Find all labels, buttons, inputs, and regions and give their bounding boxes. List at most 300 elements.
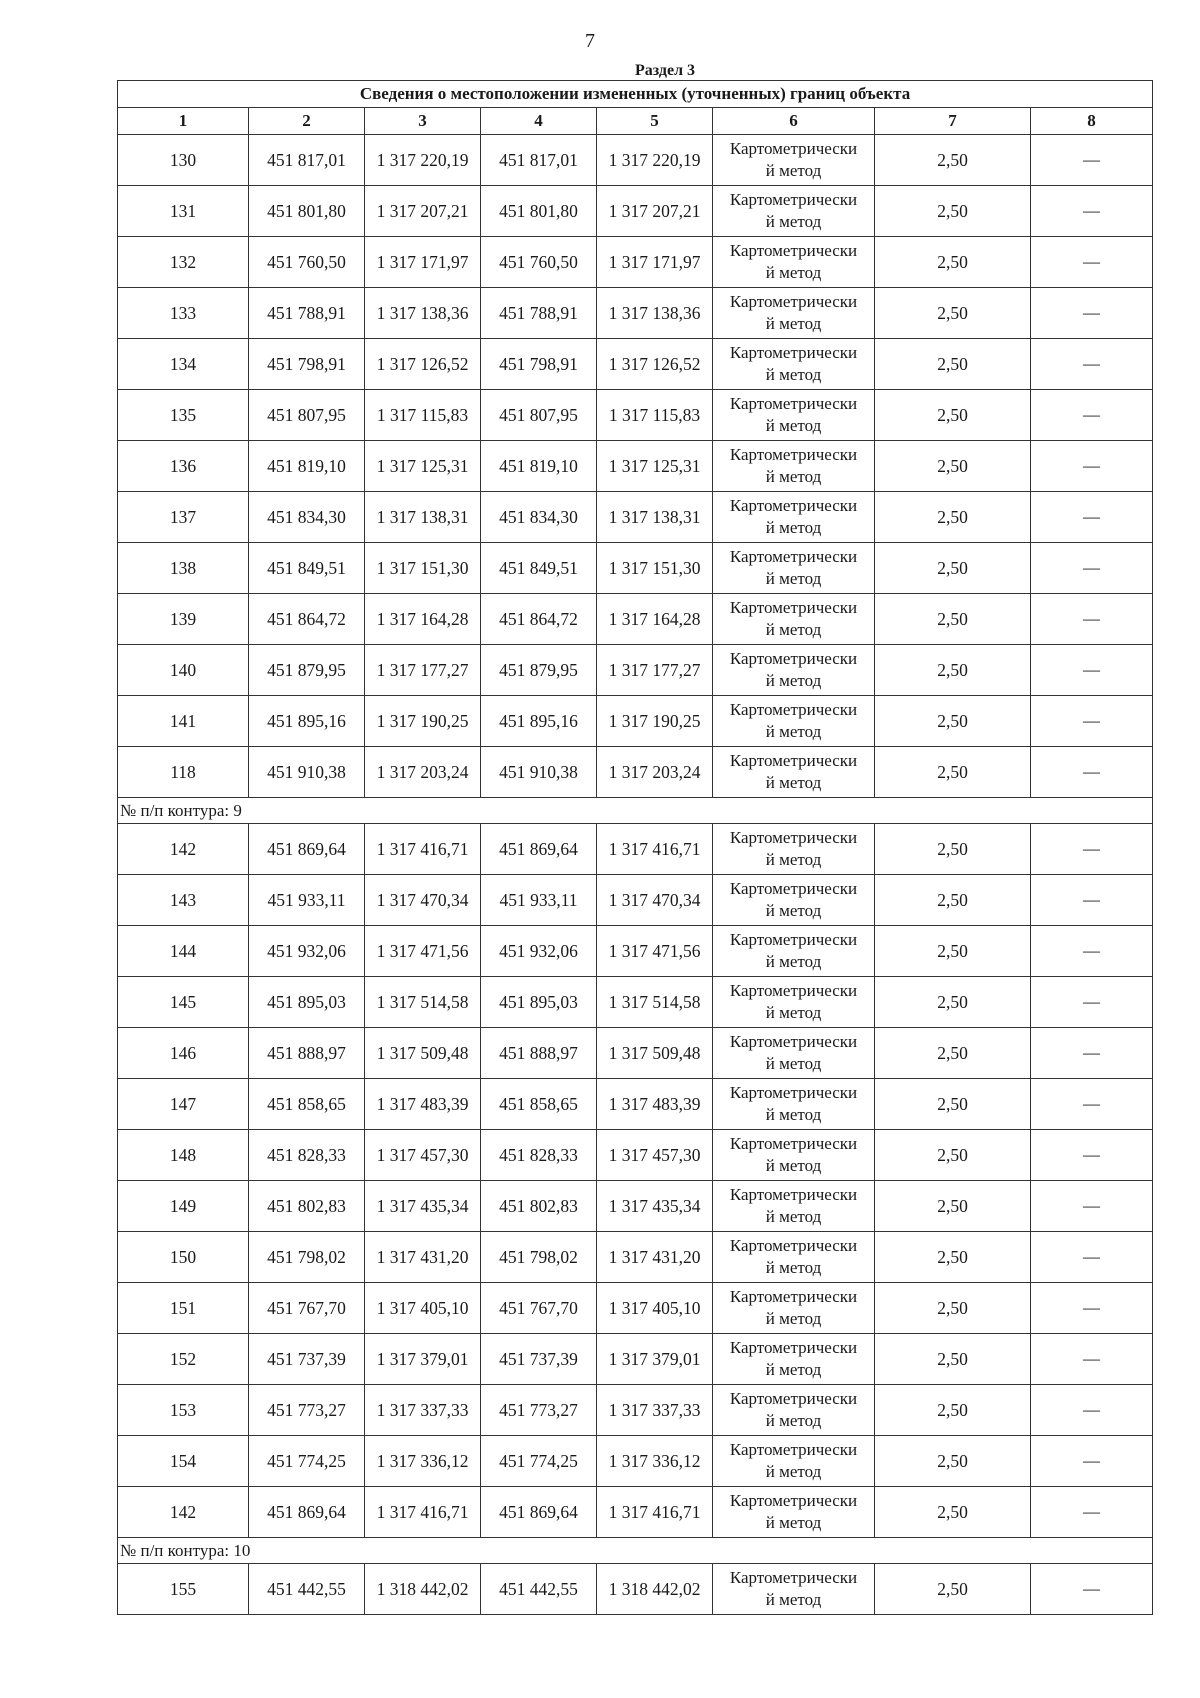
method-line: Картометрически <box>729 139 858 158</box>
table-caption: Сведения о местоположении измененных (уточненных) границ объекта <box>118 81 1153 108</box>
contour-label-row <box>118 1538 1153 1564</box>
method-cell <box>713 441 875 492</box>
precision-cell: 2,50 <box>875 237 1031 288</box>
precision-cell: 2,50 <box>875 645 1031 696</box>
table-row <box>118 441 1153 492</box>
old-x-cell: 451 864,72 <box>249 594 365 645</box>
new-x-cell: 451 834,30 <box>481 492 597 543</box>
method-line: Картометрически <box>729 1134 858 1153</box>
new-y-cell: 1 317 431,20 <box>597 1232 713 1283</box>
old-x-cell: 451 910,38 <box>249 747 365 798</box>
precision-cell: 2,50 <box>875 747 1031 798</box>
new-y-cell: 1 317 405,10 <box>597 1283 713 1334</box>
new-x-cell: 451 869,64 <box>481 1487 597 1538</box>
old-y-cell: 1 317 190,25 <box>365 696 481 747</box>
method-cell <box>713 1487 875 1538</box>
old-y-cell: 1 317 138,36 <box>365 288 481 339</box>
method-cell <box>713 1564 875 1615</box>
new-y-cell: 1 317 416,71 <box>597 824 713 875</box>
description-cell: — <box>1031 1283 1153 1334</box>
old-y-cell: 1 317 138,31 <box>365 492 481 543</box>
description-cell: — <box>1031 645 1153 696</box>
new-x-cell: 451 801,80 <box>481 186 597 237</box>
method-line: й метод <box>765 671 822 690</box>
method-cell <box>713 1385 875 1436</box>
method-cell <box>713 1232 875 1283</box>
method-line: й метод <box>765 161 822 180</box>
point-number-cell: 151 <box>118 1283 249 1334</box>
method-line: Картометрически <box>729 292 858 311</box>
method-line: й метод <box>765 1360 822 1379</box>
method-cell <box>713 135 875 186</box>
method-line: й метод <box>765 773 822 792</box>
method-cell <box>713 977 875 1028</box>
precision-cell: 2,50 <box>875 696 1031 747</box>
old-y-cell: 1 317 416,71 <box>365 1487 481 1538</box>
precision-cell: 2,50 <box>875 594 1031 645</box>
description-cell: — <box>1031 492 1153 543</box>
contour-label-row <box>118 798 1153 824</box>
old-y-cell: 1 317 435,34 <box>365 1181 481 1232</box>
new-y-cell: 1 317 336,12 <box>597 1436 713 1487</box>
method-line: Картометрически <box>729 1338 858 1357</box>
old-y-cell: 1 317 115,83 <box>365 390 481 441</box>
column-header-6: 6 <box>713 108 875 135</box>
new-y-cell: 1 317 138,31 <box>597 492 713 543</box>
description-cell: — <box>1031 1028 1153 1079</box>
old-y-cell: 1 317 431,20 <box>365 1232 481 1283</box>
table-row <box>118 926 1153 977</box>
old-x-cell: 451 932,06 <box>249 926 365 977</box>
point-number-cell: 144 <box>118 926 249 977</box>
new-x-cell: 451 760,50 <box>481 237 597 288</box>
new-x-cell: 451 737,39 <box>481 1334 597 1385</box>
precision-cell: 2,50 <box>875 875 1031 926</box>
old-y-cell: 1 317 207,21 <box>365 186 481 237</box>
table-row <box>118 288 1153 339</box>
table-row <box>118 1130 1153 1181</box>
method-line: Картометрически <box>729 1440 858 1459</box>
method-line: й метод <box>765 901 822 920</box>
new-y-cell: 1 317 115,83 <box>597 390 713 441</box>
method-line: Картометрически <box>729 1032 858 1051</box>
method-line: й метод <box>765 1258 822 1277</box>
contour-label: № п/п контура: 9 <box>118 798 1153 824</box>
precision-cell: 2,50 <box>875 1385 1031 1436</box>
point-number-cell: 132 <box>118 237 249 288</box>
method-line: Картометрически <box>729 1236 858 1255</box>
new-y-cell: 1 317 435,34 <box>597 1181 713 1232</box>
point-number-cell: 142 <box>118 1487 249 1538</box>
precision-cell: 2,50 <box>875 543 1031 594</box>
method-line: й метод <box>765 1462 822 1481</box>
point-number-cell: 147 <box>118 1079 249 1130</box>
new-x-cell: 451 798,91 <box>481 339 597 390</box>
method-line: Картометрически <box>729 1185 858 1204</box>
precision-cell: 2,50 <box>875 1283 1031 1334</box>
description-cell: — <box>1031 1130 1153 1181</box>
section-title: Раздел 3 <box>634 62 696 79</box>
method-line: Картометрически <box>729 394 858 413</box>
point-number-cell: 148 <box>118 1130 249 1181</box>
method-line: й метод <box>765 314 822 333</box>
method-line: й метод <box>765 1054 822 1073</box>
table-row <box>118 1436 1153 1487</box>
new-y-cell: 1 317 509,48 <box>597 1028 713 1079</box>
method-cell <box>713 875 875 926</box>
column-header-5: 5 <box>597 108 713 135</box>
old-y-cell: 1 317 171,97 <box>365 237 481 288</box>
old-x-cell: 451 760,50 <box>249 237 365 288</box>
table-row <box>118 237 1153 288</box>
method-cell <box>713 926 875 977</box>
method-line: Картометрически <box>729 879 858 898</box>
point-number-cell: 141 <box>118 696 249 747</box>
old-x-cell: 451 879,95 <box>249 645 365 696</box>
old-y-cell: 1 318 442,02 <box>365 1564 481 1615</box>
point-number-cell: 131 <box>118 186 249 237</box>
precision-cell: 2,50 <box>875 1436 1031 1487</box>
precision-cell: 2,50 <box>875 186 1031 237</box>
table-row <box>118 696 1153 747</box>
method-cell <box>713 824 875 875</box>
new-y-cell: 1 317 177,27 <box>597 645 713 696</box>
old-y-cell: 1 317 379,01 <box>365 1334 481 1385</box>
description-cell: — <box>1031 594 1153 645</box>
table-row <box>118 1079 1153 1130</box>
old-x-cell: 451 869,64 <box>249 1487 365 1538</box>
description-cell: — <box>1031 237 1153 288</box>
method-cell <box>713 1130 875 1181</box>
old-x-cell: 451 888,97 <box>249 1028 365 1079</box>
new-x-cell: 451 798,02 <box>481 1232 597 1283</box>
new-y-cell: 1 317 138,36 <box>597 288 713 339</box>
description-cell: — <box>1031 1564 1153 1615</box>
table-row <box>118 594 1153 645</box>
table-row <box>118 543 1153 594</box>
new-x-cell: 451 774,25 <box>481 1436 597 1487</box>
method-line: й метод <box>765 416 822 435</box>
method-line: Картометрически <box>729 547 858 566</box>
method-cell <box>713 288 875 339</box>
old-x-cell: 451 442,55 <box>249 1564 365 1615</box>
precision-cell: 2,50 <box>875 390 1031 441</box>
point-number-cell: 135 <box>118 390 249 441</box>
method-cell <box>713 696 875 747</box>
new-x-cell: 451 869,64 <box>481 824 597 875</box>
method-cell <box>713 1181 875 1232</box>
method-line: Картометрически <box>729 1083 858 1102</box>
old-x-cell: 451 828,33 <box>249 1130 365 1181</box>
precision-cell: 2,50 <box>875 135 1031 186</box>
old-y-cell: 1 317 416,71 <box>365 824 481 875</box>
new-x-cell: 451 910,38 <box>481 747 597 798</box>
old-x-cell: 451 798,91 <box>249 339 365 390</box>
new-y-cell: 1 317 471,56 <box>597 926 713 977</box>
method-line: й метод <box>765 850 822 869</box>
new-x-cell: 451 864,72 <box>481 594 597 645</box>
point-number-cell: 152 <box>118 1334 249 1385</box>
method-line: й метод <box>765 1207 822 1226</box>
precision-cell: 2,50 <box>875 1079 1031 1130</box>
method-cell <box>713 390 875 441</box>
new-y-cell: 1 317 126,52 <box>597 339 713 390</box>
point-number-cell: 146 <box>118 1028 249 1079</box>
old-y-cell: 1 317 203,24 <box>365 747 481 798</box>
description-cell: — <box>1031 135 1153 186</box>
new-x-cell: 451 895,16 <box>481 696 597 747</box>
description-cell: — <box>1031 696 1153 747</box>
method-line: Картометрически <box>729 190 858 209</box>
old-y-cell: 1 317 509,48 <box>365 1028 481 1079</box>
method-line: Картометрически <box>729 981 858 1000</box>
method-cell <box>713 543 875 594</box>
description-cell: — <box>1031 441 1153 492</box>
table-row <box>118 390 1153 441</box>
point-number-cell: 154 <box>118 1436 249 1487</box>
method-line: й метод <box>765 722 822 741</box>
method-line: Картометрически <box>729 241 858 260</box>
description-cell: — <box>1031 390 1153 441</box>
column-header-4: 4 <box>481 108 597 135</box>
method-cell <box>713 594 875 645</box>
method-line: й метод <box>765 1156 822 1175</box>
method-line: й метод <box>765 212 822 231</box>
point-number-cell: 143 <box>118 875 249 926</box>
new-y-cell: 1 317 125,31 <box>597 441 713 492</box>
method-cell <box>713 1283 875 1334</box>
method-line: й метод <box>765 952 822 971</box>
old-x-cell: 451 869,64 <box>249 824 365 875</box>
table-row <box>118 645 1153 696</box>
table-row <box>118 824 1153 875</box>
precision-cell: 2,50 <box>875 492 1031 543</box>
method-line: Картометрически <box>729 598 858 617</box>
new-y-cell: 1 317 220,19 <box>597 135 713 186</box>
description-cell: — <box>1031 875 1153 926</box>
method-line: й метод <box>765 467 822 486</box>
new-y-cell: 1 317 164,28 <box>597 594 713 645</box>
precision-cell: 2,50 <box>875 339 1031 390</box>
point-number-cell: 140 <box>118 645 249 696</box>
old-x-cell: 451 849,51 <box>249 543 365 594</box>
method-cell <box>713 645 875 696</box>
method-line: Картометрически <box>729 700 858 719</box>
column-header-row <box>118 108 1153 135</box>
description-cell: — <box>1031 288 1153 339</box>
precision-cell: 2,50 <box>875 977 1031 1028</box>
description-cell: — <box>1031 1181 1153 1232</box>
old-x-cell: 451 774,25 <box>249 1436 365 1487</box>
method-line: й метод <box>765 1411 822 1430</box>
old-x-cell: 451 737,39 <box>249 1334 365 1385</box>
old-y-cell: 1 317 125,31 <box>365 441 481 492</box>
table-row <box>118 339 1153 390</box>
new-y-cell: 1 317 416,71 <box>597 1487 713 1538</box>
table-row <box>118 1028 1153 1079</box>
page-number: 7 <box>585 30 595 52</box>
description-cell: — <box>1031 1385 1153 1436</box>
old-y-cell: 1 317 126,52 <box>365 339 481 390</box>
point-number-cell: 136 <box>118 441 249 492</box>
method-line: Картометрически <box>729 930 858 949</box>
description-cell: — <box>1031 186 1153 237</box>
description-cell: — <box>1031 747 1153 798</box>
description-cell: — <box>1031 824 1153 875</box>
old-x-cell: 451 801,80 <box>249 186 365 237</box>
description-cell: — <box>1031 1232 1153 1283</box>
precision-cell: 2,50 <box>875 1130 1031 1181</box>
old-x-cell: 451 767,70 <box>249 1283 365 1334</box>
old-x-cell: 451 788,91 <box>249 288 365 339</box>
old-y-cell: 1 317 483,39 <box>365 1079 481 1130</box>
column-header-1: 1 <box>118 108 249 135</box>
table-row <box>118 977 1153 1028</box>
point-number-cell: 150 <box>118 1232 249 1283</box>
method-cell <box>713 339 875 390</box>
point-number-cell: 139 <box>118 594 249 645</box>
method-cell <box>713 1079 875 1130</box>
new-y-cell: 1 317 470,34 <box>597 875 713 926</box>
precision-cell: 2,50 <box>875 1232 1031 1283</box>
old-x-cell: 451 817,01 <box>249 135 365 186</box>
old-y-cell: 1 317 471,56 <box>365 926 481 977</box>
method-line: Картометрически <box>729 1491 858 1510</box>
method-line: Картометрически <box>729 828 858 847</box>
table-row <box>118 875 1153 926</box>
description-cell: — <box>1031 1487 1153 1538</box>
method-line: й метод <box>765 620 822 639</box>
new-y-cell: 1 317 151,30 <box>597 543 713 594</box>
new-x-cell: 451 879,95 <box>481 645 597 696</box>
new-x-cell: 451 788,91 <box>481 288 597 339</box>
method-line: й метод <box>765 518 822 537</box>
method-cell <box>713 1334 875 1385</box>
new-x-cell: 451 817,01 <box>481 135 597 186</box>
precision-cell: 2,50 <box>875 1334 1031 1385</box>
old-x-cell: 451 819,10 <box>249 441 365 492</box>
column-header-3: 3 <box>365 108 481 135</box>
old-x-cell: 451 895,16 <box>249 696 365 747</box>
precision-cell: 2,50 <box>875 1181 1031 1232</box>
description-cell: — <box>1031 977 1153 1028</box>
new-x-cell: 451 767,70 <box>481 1283 597 1334</box>
new-y-cell: 1 317 171,97 <box>597 237 713 288</box>
method-line: Картометрически <box>729 343 858 362</box>
new-y-cell: 1 318 442,02 <box>597 1564 713 1615</box>
method-line: й метод <box>765 263 822 282</box>
point-number-cell: 155 <box>118 1564 249 1615</box>
old-y-cell: 1 317 164,28 <box>365 594 481 645</box>
new-x-cell: 451 828,33 <box>481 1130 597 1181</box>
new-x-cell: 451 442,55 <box>481 1564 597 1615</box>
point-number-cell: 149 <box>118 1181 249 1232</box>
new-x-cell: 451 819,10 <box>481 441 597 492</box>
method-line: Картометрически <box>729 445 858 464</box>
point-number-cell: 134 <box>118 339 249 390</box>
new-y-cell: 1 317 190,25 <box>597 696 713 747</box>
new-x-cell: 451 932,06 <box>481 926 597 977</box>
old-y-cell: 1 317 337,33 <box>365 1385 481 1436</box>
new-y-cell: 1 317 203,24 <box>597 747 713 798</box>
description-cell: — <box>1031 1334 1153 1385</box>
old-x-cell: 451 933,11 <box>249 875 365 926</box>
old-y-cell: 1 317 177,27 <box>365 645 481 696</box>
method-line: Картометрически <box>729 496 858 515</box>
precision-cell: 2,50 <box>875 441 1031 492</box>
old-y-cell: 1 317 336,12 <box>365 1436 481 1487</box>
new-y-cell: 1 317 379,01 <box>597 1334 713 1385</box>
column-header-8: 8 <box>1031 108 1153 135</box>
old-y-cell: 1 317 514,58 <box>365 977 481 1028</box>
new-x-cell: 451 858,65 <box>481 1079 597 1130</box>
new-x-cell: 451 895,03 <box>481 977 597 1028</box>
precision-cell: 2,50 <box>875 288 1031 339</box>
table-row <box>118 747 1153 798</box>
new-x-cell: 451 802,83 <box>481 1181 597 1232</box>
new-x-cell: 451 773,27 <box>481 1385 597 1436</box>
old-x-cell: 451 834,30 <box>249 492 365 543</box>
new-x-cell: 451 933,11 <box>481 875 597 926</box>
table-row <box>118 1283 1153 1334</box>
old-x-cell: 451 802,83 <box>249 1181 365 1232</box>
precision-cell: 2,50 <box>875 824 1031 875</box>
table-row <box>118 1232 1153 1283</box>
old-y-cell: 1 317 405,10 <box>365 1283 481 1334</box>
description-cell: — <box>1031 339 1153 390</box>
description-cell: — <box>1031 543 1153 594</box>
precision-cell: 2,50 <box>875 1028 1031 1079</box>
method-line: й метод <box>765 1003 822 1022</box>
old-y-cell: 1 317 470,34 <box>365 875 481 926</box>
method-line: й метод <box>765 569 822 588</box>
description-cell: — <box>1031 926 1153 977</box>
table-row <box>118 1385 1153 1436</box>
point-number-cell: 130 <box>118 135 249 186</box>
method-line: й метод <box>765 1513 822 1532</box>
method-line: Картометрически <box>729 1389 858 1408</box>
method-line: й метод <box>765 1590 822 1609</box>
old-y-cell: 1 317 457,30 <box>365 1130 481 1181</box>
table-caption-row <box>118 81 1153 108</box>
old-y-cell: 1 317 151,30 <box>365 543 481 594</box>
point-number-cell: 137 <box>118 492 249 543</box>
old-x-cell: 451 798,02 <box>249 1232 365 1283</box>
coordinates-table <box>117 80 1153 1615</box>
new-x-cell: 451 888,97 <box>481 1028 597 1079</box>
method-line: й метод <box>765 1309 822 1328</box>
method-cell <box>713 747 875 798</box>
new-y-cell: 1 317 514,58 <box>597 977 713 1028</box>
method-line: й метод <box>765 365 822 384</box>
table-row <box>118 1334 1153 1385</box>
new-y-cell: 1 317 457,30 <box>597 1130 713 1181</box>
new-x-cell: 451 849,51 <box>481 543 597 594</box>
method-line: Картометрически <box>729 649 858 668</box>
point-number-cell: 153 <box>118 1385 249 1436</box>
table-body <box>118 81 1153 1615</box>
contour-label: № п/п контура: 10 <box>118 1538 1153 1564</box>
method-line: й метод <box>765 1105 822 1124</box>
precision-cell: 2,50 <box>875 926 1031 977</box>
old-x-cell: 451 807,95 <box>249 390 365 441</box>
method-cell <box>713 1436 875 1487</box>
old-y-cell: 1 317 220,19 <box>365 135 481 186</box>
precision-cell: 2,50 <box>875 1564 1031 1615</box>
old-x-cell: 451 895,03 <box>249 977 365 1028</box>
table-row <box>118 1181 1153 1232</box>
new-x-cell: 451 807,95 <box>481 390 597 441</box>
